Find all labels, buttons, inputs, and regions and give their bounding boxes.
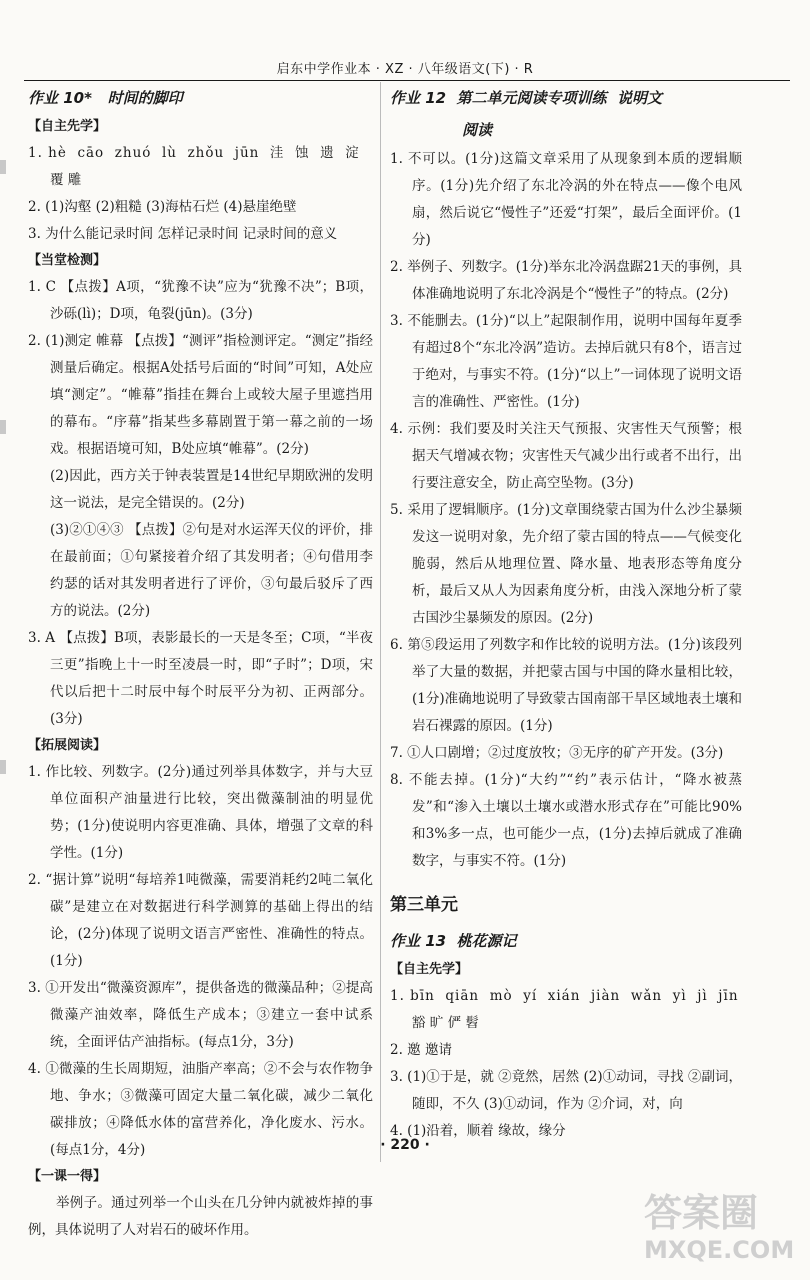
left-column (28, 82, 373, 1244)
unit-title: 第三单元 (390, 895, 458, 915)
section-heading: 【自主先学】 (28, 119, 107, 134)
answer-item: 1. bīn qiān mò yí xián jiàn wǎn yì jì jīn (390, 988, 739, 1004)
answer-item: 1. 不可以。(1分)这篇文章采用了从现象到本质的逻辑顺序。(1分)先介绍了东北冷涡的外在特点——像个电风扇，然后说它“慢性子”还爱“打架”，最后全面评价。(1分) (390, 151, 742, 248)
answer-item: 2. (1)沟壑 (2)粗糙 (3)海枯石烂 (4)悬崖绝壁 (28, 199, 297, 215)
answer-item: 1. hè cāo zhuó lù zhǒu jūn 洼 蚀 遗 淀 (28, 145, 360, 161)
answer-item: 2. 举例子、列数字。(1分)举东北冷涡盘踞21天的事例，具体准确地说明了东北冷涡是个“慢性子”的特点。(2分) (390, 259, 742, 302)
header-rule (24, 80, 790, 81)
homework-title: 作业 13 桃花源记 (390, 932, 517, 950)
watermark-top-text: 答案圈 (644, 1191, 759, 1235)
homework-title: 作业 12 第二单元阅读专项训练 说明文 (390, 89, 662, 107)
homework-title: 作业 10* 时间的脚印 (28, 89, 183, 107)
section-heading: 【拓展阅读】 (28, 738, 107, 753)
answer-item: 4. ①微藻的生长周期短，油脂产率高；②不会与农作物争地、争水；③微藻可固定大量二氧化碳，减少二氧化碳排放；④降低水体的富营养化，净化废水、污水。(每点1分，4分) (28, 1061, 373, 1158)
answer-item: 豁 旷 俨 髫 (412, 1015, 479, 1031)
answer-item: 8. 不能去掉。(1分)“大约”“约”表示估计，“降水被蒸发”和“渗入土壤以土壤水或潜水形式存在”可能比90%和3%多一点，也可能少一点，(1分)去掉后就成了准确数字，与事实不符。(1分) (390, 772, 742, 869)
binding-edge-mark (0, 160, 6, 174)
answer-item: 5. 采用了逻辑顺序。(1分)文章围绕蒙古国为什么沙尘暴频发这一说明对象，先介绍了蒙古国的特点——气候变化脆弱，然后从地理位置、降水量、地表形态等角度分析，最后又从人为因素角度分析，由浅入深地分析了蒙古国沙尘暴频发的原因。(2分) (390, 502, 742, 626)
answer-item: (3)②①④③ 【点拨】②句是对水运浑天仪的评价，排在最前面；①句紧接着介绍了其发明者；④句借用李约瑟的话对其发明者进行了评价，③句最后驳斥了西方的说法。(2分) (50, 522, 373, 619)
answer-item: 覆 雕 (50, 172, 82, 188)
binding-edge-mark (0, 420, 6, 434)
answer-item: 2. 邀 邀请 (390, 1042, 452, 1058)
site-watermark-logo (636, 1182, 796, 1266)
answer-item: 2. “据计算”说明“每培养1吨微藻，需要消耗约2吨二氧化碳”是建立在对数据进行科学测算的基础上得出的结论，(2分)体现了说明文语言严密性、准确性的特点。(1分) (28, 872, 373, 969)
section-heading: 【当堂检测】 (28, 253, 107, 268)
page-header (0, 58, 810, 77)
answer-item: 3. (1)①于是，就 ②竟然，居然 (2)①动词，寻找 ②副词，随即，不久 (3)①动词，作为 ②介词，对，向 (390, 1069, 742, 1112)
binding-edge-mark (0, 760, 6, 774)
answer-item: (2)因此，西方关于钟表装置是14世纪早期欧洲的发明这一说法，是完全错误的。(2分) (50, 468, 373, 511)
answer-item: 4. (1)沿着，顺着 缘故，缘分 (390, 1123, 566, 1139)
header-text: 启东中学作业本 · XZ · 八年级语文(下) · R (276, 62, 534, 77)
answer-item: 6. 第⑤段运用了列数字和作比较的说明方法。(1分)该段列举了大量的数据，并把蒙古国与中国的降水量相比较，(1分)准确地说明了导致蒙古国南部干旱区域地表土壤和岩石裸露的原因。(1分) (390, 637, 742, 734)
page-number: · 220 · (380, 1137, 430, 1153)
column-divider (380, 82, 381, 1162)
answer-item: 3. ①开发出“微藻资源库”，提供备选的微藻品种；②提高微藻产油效率，降低生产成本；③建立一套中试系统，全面评估产油指标。(每点1分，3分) (28, 980, 373, 1050)
answer-item: 4. 示例：我们要及时关注天气预报、灾害性天气预警；根据天气增减衣物；灾害性天气减少出行或者不出行，出行要注意安全，防止高空坠物。(3分) (390, 421, 742, 491)
section-heading: 【自主先学】 (390, 962, 469, 977)
answer-item: 3. A 【点拨】B项，表影最长的一天是冬至；C项，“半夜三更”指晚上十一时至凌晨一时，即“子时”；D项，宋代以后把十二时辰中每个时辰平分为初、正两部分。(3分) (28, 630, 373, 727)
answer-item: 1. C 【点拨】A项，“犹豫不诀”应为“犹豫不决”；B项，沙砾(lì)；D项，龟裂(jūn)。(3分) (28, 279, 373, 322)
watermark-bottom-text: MXQE.COM (644, 1236, 795, 1264)
answer-item: 举例子。通过列举一个山头在几分钟内就被炸掉的事例，具体说明了人对岩石的破坏作用。 (28, 1195, 373, 1238)
section-heading: 【一课一得】 (28, 1169, 107, 1184)
answer-item: 3. 不能删去。(1分)“以上”起限制作用，说明中国每年夏季有超过8个“东北冷涡”造访。去掉后就只有8个，语言过于绝对，与事实不符。(1分)“以上”一词体现了说明文语言的准确性、严密性。(1分) (390, 313, 742, 410)
answer-item: 2. (1)测定 帷幕 【点拨】“测评”指检测评定。“测定”指经测量后确定。根据A处括号后面的“时间”可知，A处应填“测定”。“帷幕”指挂在舞台上或较大屋子里遮挡用的幕布。“序幕”指某些多幕剧置于第一幕之前的一场戏。根据语境可知，B处应填“帷幕”。(2分) (28, 333, 373, 457)
right-column (390, 82, 742, 1145)
answer-item: 1. 作比较、列数字。(2分)通过列举具体数字，并与大豆单位面积产油量进行比较，突出微藻制油的明显优势；(1分)使说明内容更准确、具体，增强了文章的科学性。(1分) (28, 764, 373, 861)
answer-item: 7. ①人口剧增；②过度放牧；③无序的矿产开发。(3分) (390, 745, 724, 761)
answer-item: 3. 为什么能记录时间 怎样记录时间 记录时间的意义 (28, 226, 338, 242)
homework-title-continued: 阅读 (462, 121, 493, 139)
